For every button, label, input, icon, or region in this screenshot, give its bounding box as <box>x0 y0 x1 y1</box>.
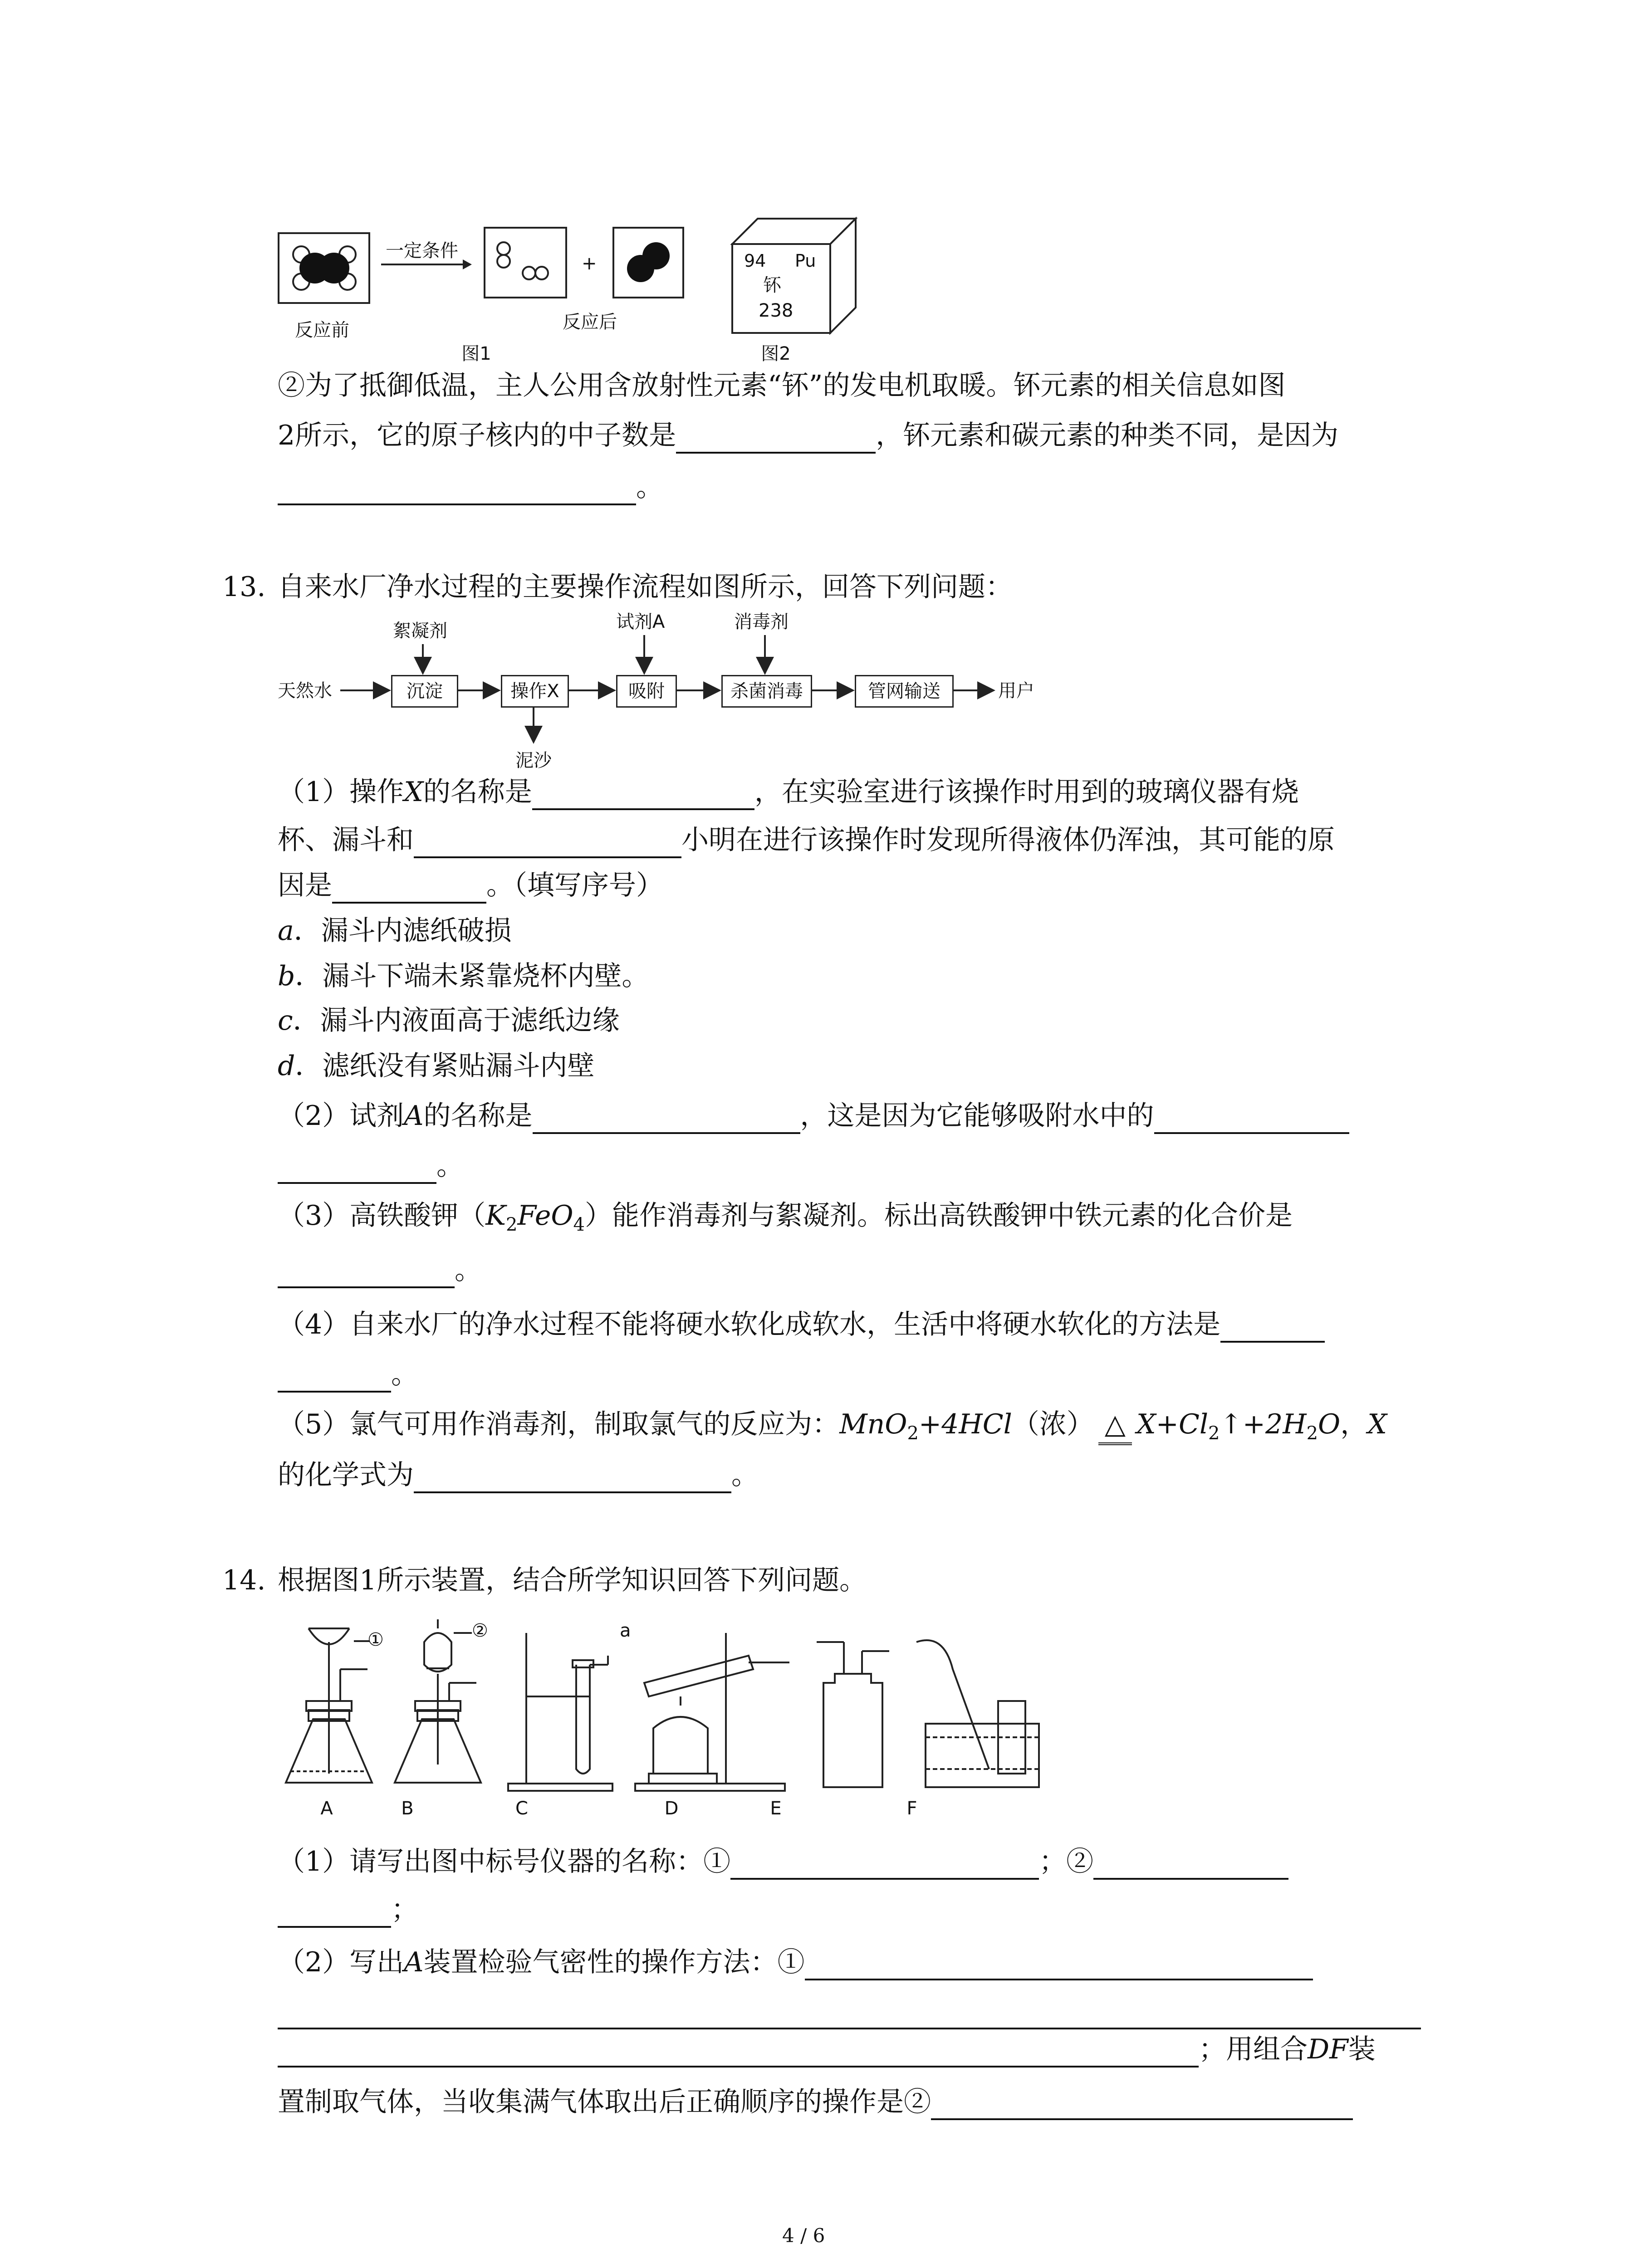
answer-blank-formula-x[interactable] <box>414 1463 731 1493</box>
q12-line2: 2所示，它的原子核内的中子数是 ，钚元素和碳元素的种类不同，是因为 <box>278 417 1338 454</box>
answer-blank-instrument-1[interactable] <box>730 1850 1039 1880</box>
apparatus-e-bottle-icon <box>817 1642 889 1787</box>
q13-option-b: b．漏斗下端未紧靠烧杯内壁。 <box>278 960 649 992</box>
element-name: 钚 <box>763 275 781 296</box>
flow-input-disinfectant: 消毒剂 <box>734 611 789 632</box>
q12-line1: ②为了抵御低温，主人公用含放射性元素“钚”的发电机取暖。钚元素的相关信息如图 <box>278 370 1286 401</box>
q13-option-c: c．漏斗内液面高于滤纸边缘 <box>278 1005 620 1036</box>
answer-blank-valence[interactable] <box>278 1258 455 1288</box>
apparatus-a-flask-icon <box>286 1628 372 1783</box>
q13-p1-line3: 因是 。（填写序号） <box>278 867 663 904</box>
answer-blank-reason[interactable] <box>332 874 486 904</box>
lab-apparatus-figure <box>272 1615 1406 1814</box>
q13-p3-line1: （3）高铁酸钾$(K_2FeO_4)$能作消毒剂与絮凝剂。标出高铁酸钾中铁元素的化合价是 <box>278 1200 1293 1235</box>
flow-box-adsorption: 吸附 <box>616 675 677 708</box>
q14-p2-line4: 置制取气体，当收集满气体取出后正确顺序的操作是② <box>278 2084 1353 2120</box>
element-atomic-number: 94 <box>744 251 766 271</box>
answer-blank-airtight-method-end[interactable] <box>278 2038 1199 2068</box>
flow-box-pipeline: 管网输送 <box>855 675 954 708</box>
flow-box-settling: 沉淀 <box>391 675 458 708</box>
flow-input-reagent-a: 试剂A <box>616 611 665 632</box>
before-label: 反应前 <box>295 320 349 341</box>
fig2-caption: 图2 <box>761 343 791 364</box>
q14-p2-line2 <box>278 1993 1421 2029</box>
flow-arrows <box>0 0 1043 771</box>
heat-condition: △ <box>1098 1406 1132 1445</box>
plus-sign: + <box>582 253 597 274</box>
q13-p1-line2: 杯、漏斗和 小明在进行该操作时发现所得液体仍浑浊，其可能的原 <box>278 822 1335 858</box>
apparatus-f-trough-icon <box>916 1640 1039 1787</box>
flow-source: 天然水 <box>278 680 332 701</box>
answer-blank-reagent-a[interactable] <box>533 1104 800 1134</box>
answer-blank-adsorbed-cont[interactable] <box>278 1154 436 1184</box>
q13-p3-line2: 。 <box>278 1252 482 1288</box>
q13-stem: 自来水厂净水过程的主要操作流程如图所示，回答下列问题： <box>278 571 1013 603</box>
answer-blank-glassware[interactable] <box>414 828 681 858</box>
answer-blank-softening[interactable] <box>1220 1313 1325 1343</box>
q13-number: 13. <box>222 571 266 603</box>
answer-blank-airtight-method[interactable] <box>805 1950 1313 1980</box>
q14-stem: 根据图1所示装置，结合所学知识回答下列问题。 <box>278 1564 867 1596</box>
flow-box-operation-x: 操作X <box>501 675 569 708</box>
q13-option-d: d．滤纸没有紧贴漏斗内壁 <box>278 1050 595 1082</box>
page-number: 4 / 6 <box>782 2224 825 2247</box>
q14-number: 14. <box>222 1564 266 1596</box>
element-mass: 238 <box>759 300 794 321</box>
apparatus-label-e: E <box>770 1798 782 1819</box>
answer-blank-instrument-2[interactable] <box>1093 1850 1288 1880</box>
answer-blank-airtight-method-cont[interactable] <box>278 1999 1421 2029</box>
answer-blank-collection-order[interactable] <box>931 2090 1353 2120</box>
apparatus-label-c: C <box>515 1798 528 1819</box>
q14-p2-line3: ；用组合DF装 <box>278 2031 1376 2068</box>
apparatus-label-d: D <box>664 1798 679 1819</box>
answer-blank-instrument-2-cont[interactable] <box>278 1898 391 1928</box>
fig1-caption: 图1 <box>461 343 491 364</box>
apparatus-label-a: A <box>320 1798 333 1819</box>
q13-p2-line1: （2）试剂A的名称是 ，这是因为它能够吸附水中的 <box>278 1098 1349 1134</box>
q13-p5-line1: （5）氯气可用作消毒剂，制取氯气的反应为：MnO$_2$+4HCl（浓） △ $X+Cl_2↑+2H_2O$，X <box>278 1406 1387 1452</box>
answer-blank-operation-x[interactable] <box>532 780 754 810</box>
flow-end: 用户 <box>998 680 1034 701</box>
answer-blank-adsorbed[interactable] <box>1154 1104 1349 1134</box>
apparatus-d-heating-icon <box>635 1633 789 1791</box>
flow-input-flocculant: 絮凝剂 <box>393 621 447 641</box>
q13-p2-line2: 。 <box>278 1148 464 1184</box>
arrow-condition-label: 一定条件 <box>386 240 458 261</box>
q14-p1-line1: （1）请写出图中标号仪器的名称：① ；② <box>278 1843 1288 1880</box>
flow-box-disinfection: 杀菌消毒 <box>721 675 812 708</box>
apparatus-c-tube-icon <box>508 1633 612 1791</box>
apparatus-b-flask-icon <box>395 1619 481 1783</box>
apparatus-label-f: F <box>906 1798 917 1819</box>
answer-blank-softening-cont[interactable] <box>278 1363 391 1393</box>
apparatus-mark-1: ① <box>367 1629 384 1650</box>
q14-p1-line2: ； <box>278 1892 418 1928</box>
q13-option-a: a．漏斗内滤纸破损 <box>278 915 512 947</box>
q13-p1-line1: （1）操作X的名称是 ，在实验室进行该操作时用到的玻璃仪器有烧 <box>278 774 1299 810</box>
q12-line3: 。 <box>278 469 663 505</box>
apparatus-mark-2: ② <box>472 1620 488 1641</box>
q13-p4-line2: 。 <box>278 1356 418 1393</box>
q14-p2-line1: （2）写出A装置检验气密性的操作方法：① <box>278 1944 1313 1980</box>
flow-output-silt: 泥沙 <box>515 750 552 771</box>
q13-p5-line2: 的化学式为 。 <box>278 1457 759 1493</box>
apparatus-label-b: B <box>401 1798 414 1819</box>
after-label: 反应后 <box>563 312 617 332</box>
q13-p4-line1: （4）自来水厂的净水过程不能将硬水软化成软水，生活中将硬水软化的方法是 <box>278 1306 1325 1343</box>
apparatus-mark-a: a <box>620 1620 631 1641</box>
element-symbol: Pu <box>795 251 816 271</box>
